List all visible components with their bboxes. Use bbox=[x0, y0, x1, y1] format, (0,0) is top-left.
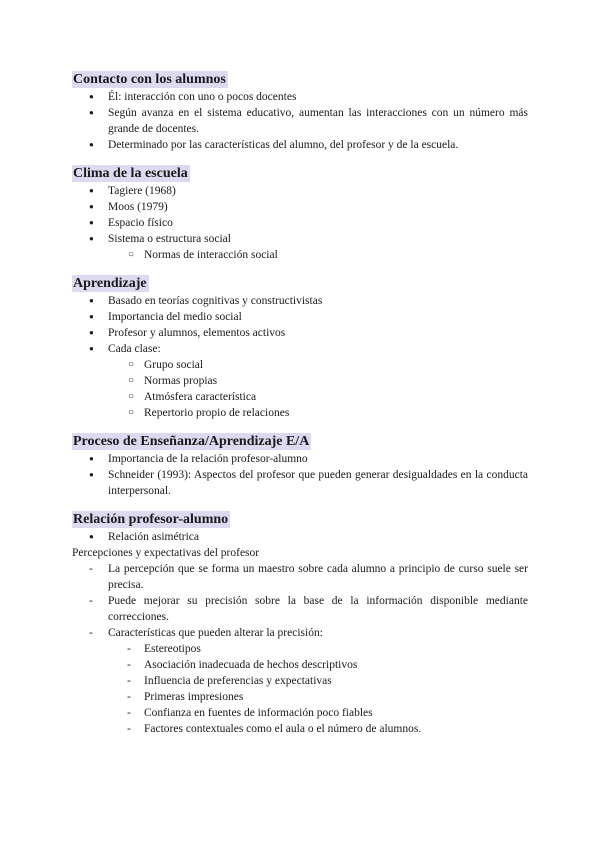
sub-bullet-list bbox=[108, 247, 528, 263]
bullet-list bbox=[72, 529, 528, 545]
paragraph: Percepciones y expectativas del profesor bbox=[72, 547, 260, 559]
bullet-list bbox=[72, 293, 528, 357]
dash-item: - Puede mejorar su precisión sobre la base de la información disponible mediante correcciones. bbox=[72, 593, 528, 625]
sub-list-item: ○ Grupo social bbox=[108, 357, 528, 373]
list-item: ● Según avanza en el sistema educativo, aumentan las interacciones con un número más grande de docentes. bbox=[72, 105, 528, 137]
sub-dash-item: - Asociación inadecuada de hechos descriptivos bbox=[108, 657, 528, 673]
dash-item: - Características que pueden alterar la precisión: bbox=[72, 625, 528, 641]
dash-item: - La percepción que se forma un maestro sobre cada alumno a principio de curso suele ser precisa. bbox=[72, 561, 528, 593]
dash-list bbox=[72, 561, 528, 641]
list-item: ● Basado en teorías cognitivas y constructivistas bbox=[72, 293, 528, 309]
sub-dash-item: - Factores contextuales como el aula o el número de alumnos. bbox=[108, 721, 528, 737]
document-page bbox=[72, 70, 528, 748]
list-item: ● Importancia del medio social bbox=[72, 309, 528, 325]
list-item: ● Importancia de la relación profesor-alumno bbox=[72, 451, 528, 467]
list-item: ● Tagiere (1968) bbox=[72, 183, 528, 199]
list-item: ● Él: interacción con uno o pocos docentes bbox=[72, 89, 528, 105]
section-heading: Relación profesor-alumno bbox=[73, 512, 229, 527]
list-item: ● Cada clase: bbox=[72, 341, 528, 357]
sub-dash-list bbox=[108, 641, 528, 737]
list-item: ● Sistema o estructura social bbox=[72, 231, 528, 247]
section-contacto bbox=[72, 70, 528, 153]
list-item: ● Relación asimétrica bbox=[72, 529, 528, 545]
section-relacion bbox=[72, 510, 528, 737]
section-heading: Aprendizaje bbox=[73, 276, 147, 291]
section-proceso-ea bbox=[72, 432, 528, 499]
sub-dash-item: - Influencia de preferencias y expectativas bbox=[108, 673, 528, 689]
section-aprendizaje bbox=[72, 274, 528, 421]
sub-dash-item: - Primeras impresiones bbox=[108, 689, 528, 705]
bullet-list bbox=[72, 183, 528, 247]
bullet-list bbox=[72, 451, 528, 499]
bullet-list bbox=[72, 89, 528, 153]
list-item: ● Espacio físico bbox=[72, 215, 528, 231]
sub-list-item: ○ Normas de interacción social bbox=[108, 247, 528, 263]
list-item: ● Determinado por las características del alumno, del profesor y de la escuela. bbox=[72, 137, 528, 153]
section-clima bbox=[72, 164, 528, 263]
sub-list-item: ○ Normas propias bbox=[108, 373, 528, 389]
sub-dash-item: - Estereotipos bbox=[108, 641, 528, 657]
list-item: ● Profesor y alumnos, elementos activos bbox=[72, 325, 528, 341]
section-heading: Contacto con los alumnos bbox=[73, 72, 226, 87]
list-item: ● Moos (1979) bbox=[72, 199, 528, 215]
sub-bullet-list bbox=[108, 357, 528, 421]
section-heading: Clima de la escuela bbox=[73, 166, 188, 181]
sub-list-item: ○ Atmósfera característica bbox=[108, 389, 528, 405]
sub-list-item: ○ Repertorio propio de relaciones bbox=[108, 405, 528, 421]
sub-dash-item: - Confianza en fuentes de información poco fiables bbox=[108, 705, 528, 721]
list-item: ● Schneider (1993): Aspectos del profesor que pueden generar desigualdades en la conducta interpersonal. bbox=[72, 467, 528, 499]
section-heading: Proceso de Enseñanza/Aprendizaje E/A bbox=[73, 434, 310, 449]
